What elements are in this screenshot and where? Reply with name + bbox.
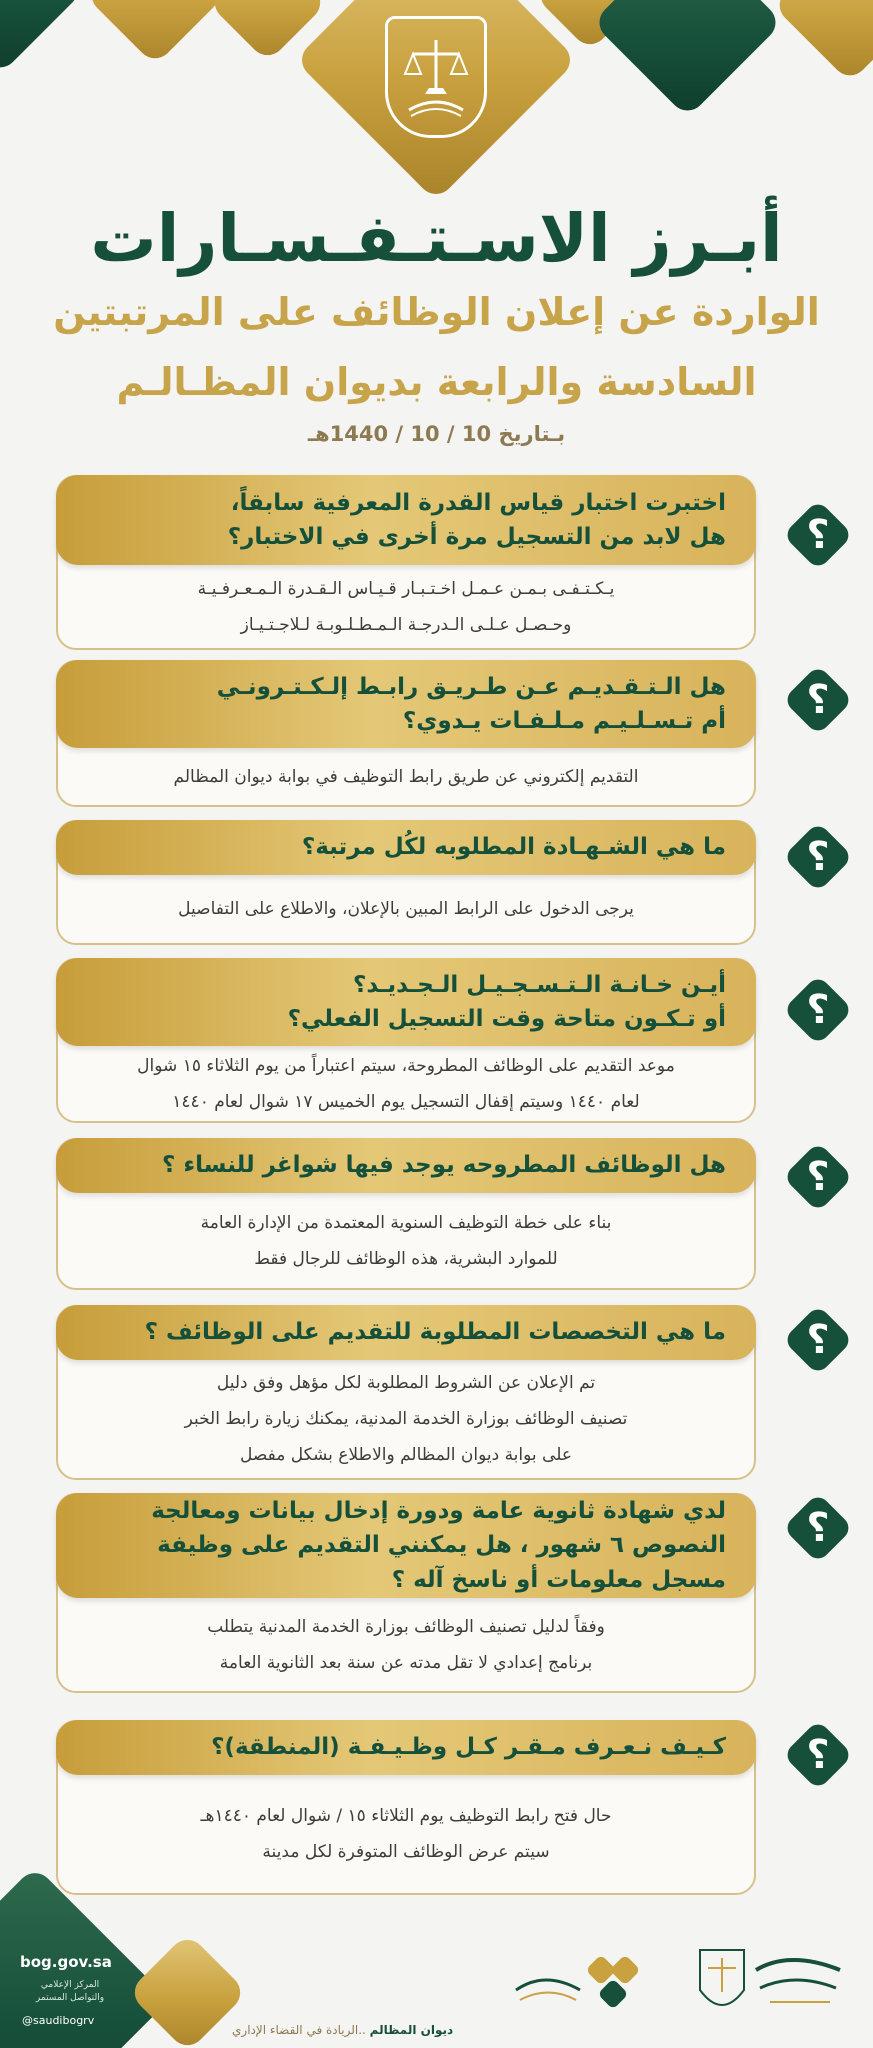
footer-website[interactable]: bog.gov.sa: [20, 1953, 112, 1971]
question-bar: [56, 660, 756, 748]
answer-text: [88, 1777, 724, 1893]
question-mark-icon: ؟: [783, 822, 853, 892]
question-line: أو تـكـون متاحة وقت التسجيل الفعلي؟: [287, 1006, 726, 1032]
answer-line: سيتم عرض الوظائف المتوفرة لكل مدينة: [262, 1842, 550, 1862]
question-mark-icon: ؟: [783, 665, 853, 735]
anniversary-logo: [510, 1945, 660, 2025]
answer-line: يـكـتـفـى بـمـن عـمـل اخـتـبـار قـيـاس الـقـدرة الـمـعـرفـيـة: [197, 578, 615, 599]
question-mark-icon: ؟: [783, 1142, 853, 1212]
question-line: أيـن خـانـة الـتـسـجـيـل الـجـديـد؟: [353, 971, 726, 998]
decor-diamond: [592, 0, 783, 118]
social-handle[interactable]: @saudibogrv: [22, 2014, 95, 2027]
question-bar: [56, 1720, 756, 1775]
answer-text: [88, 1048, 724, 1121]
footer-slogan: ديوان المظالم ..الريادة في القضاء الإداري: [232, 2023, 454, 2037]
question-line: هل لابد من التسجيل مرة أخرى في الاختبار؟: [227, 524, 726, 550]
answer-line: لعام ١٤٤٠ وسيتم إقفال التسجيل يوم الخميس ١٧ شوال لعام ١٤٤٠: [172, 1091, 640, 1112]
subtitle-line-2: السادسة والرابعة بديوان المظـالـم: [116, 360, 757, 404]
answer-line: وفقاً لدليل تصنيف الوظائف بوزارة الخدمة المدنية يتطلب: [207, 1616, 605, 1637]
footer-diamond: [127, 1932, 247, 2048]
question-mark-icon: ؟: [783, 1493, 853, 1563]
qa-card: [56, 1493, 756, 1693]
qa-card: [56, 660, 756, 807]
answer-line: موعد التقديم على الوظائف المطروحة، سيتم اعتباراً من يوم الثلاثاء ١٥ شوال: [137, 1055, 675, 1076]
answer-text: [88, 1600, 724, 1691]
question-line: أم تـسـلـيـم مـلـفـات يـدوي؟: [402, 708, 726, 734]
question-line: كـيـف نـعـرف مـقـر كـل وظـيـفـة (المنطقة)؟: [211, 1734, 726, 1761]
answer-line: وحـصـل عـلـى الـدرجـة الـمـطـلـوبـة لـلاجـتـيـاز: [240, 614, 572, 635]
answer-line: بناء على خطة التوظيف السنوية المعتمدة من الإدارة العامة: [200, 1212, 612, 1233]
question-line: ما هي الشـهـادة المطلوبه لكُل مرتبة؟: [301, 834, 726, 861]
answer-line: يرجى الدخول على الرابط المبين بالإعلان، والاطلاع على التفاصيل: [178, 899, 634, 920]
qa-card: [56, 1720, 756, 1895]
answer-text: [88, 567, 724, 648]
qa-card: [56, 1305, 756, 1480]
qa-card: [56, 475, 756, 650]
qa-card: [56, 1138, 756, 1290]
decor-diamond: [772, 0, 873, 83]
answer-line: على بوابة ديوان المظالم والاطلاع بشكل مفصل: [239, 1444, 572, 1465]
question-line: مسجل معلومات أو ناسخ آله ؟: [391, 1566, 726, 1593]
answer-line: حال فتح رابط التوظيف يوم الثلاثاء ١٥ / شوال لعام ١٤٤٠هـ: [200, 1806, 612, 1827]
question-bar: [56, 475, 756, 565]
page-title: أبـرز الاسـتـفـسـارات: [90, 200, 783, 277]
qa-card: [56, 820, 756, 945]
question-bar: [56, 1493, 756, 1598]
question-bar: [56, 820, 756, 875]
answer-line: التقديم إلكتروني عن طريق رابط التوظيف في بوابة ديوان المظالم: [173, 766, 639, 787]
question-mark-icon: ؟: [783, 1305, 853, 1375]
answer-text: [88, 1362, 724, 1478]
bog-logo: [680, 1940, 850, 2030]
subtitle-line-1: الواردة عن إعلان الوظائف على المرتبتين: [53, 290, 820, 334]
question-line: لدي شهادة ثانوية عامة ودورة إدخال بيانات ومعالجة: [151, 1497, 726, 1524]
answer-text: [88, 1195, 724, 1288]
qa-card: [56, 958, 756, 1123]
issue-date: بـتاريخ 10 / 10 / 1440هـ: [307, 422, 566, 446]
decor-diamond: [84, 0, 225, 66]
question-line: النصوص ٦ شهور ، هل يمكنني التقديم على وظيفة: [157, 1532, 726, 1559]
media-center-label: المركز الإعلامي والتواصل المستمر: [35, 1980, 105, 2003]
answer-line: تم الإعلان عن الشروط المطلوبة لكل مؤهل وفق دليل: [216, 1373, 596, 1394]
question-line: هل الـتـقـديـم عـن طـريـق رابـط إلـكـتـرونـي: [216, 673, 726, 700]
question-line: هل الوظائف المطروحه يوجد فيها شواغر للنساء ؟: [162, 1152, 726, 1179]
question-mark-icon: ؟: [783, 975, 853, 1045]
question-bar: [56, 1305, 756, 1360]
question-mark-icon: ؟: [783, 500, 853, 570]
answer-line: للموارد البشرية، هذه الوظائف للرجال فقط: [254, 1248, 558, 1269]
question-line: ما هي التخصصات المطلوبة للتقديم على الوظائف ؟: [144, 1319, 726, 1346]
question-bar: [56, 958, 756, 1046]
emblem-logo: [385, 16, 487, 138]
answer-text: [88, 750, 724, 805]
answer-line: برنامج إعدادي لا تقل مدته عن سنة بعد الثانوية العامة: [219, 1652, 593, 1673]
answer-line: تصنيف الوظائف بوزارة الخدمة المدنية، يمكنك زيارة رابط الخبر: [184, 1409, 628, 1430]
question-mark-icon: ؟: [783, 1720, 853, 1790]
decor-diamond: [0, 0, 85, 75]
question-line: اختبرت اختبار قياس القدرة المعرفية سابقاً،: [230, 489, 726, 516]
answer-text: [88, 877, 724, 943]
question-bar: [56, 1138, 756, 1193]
